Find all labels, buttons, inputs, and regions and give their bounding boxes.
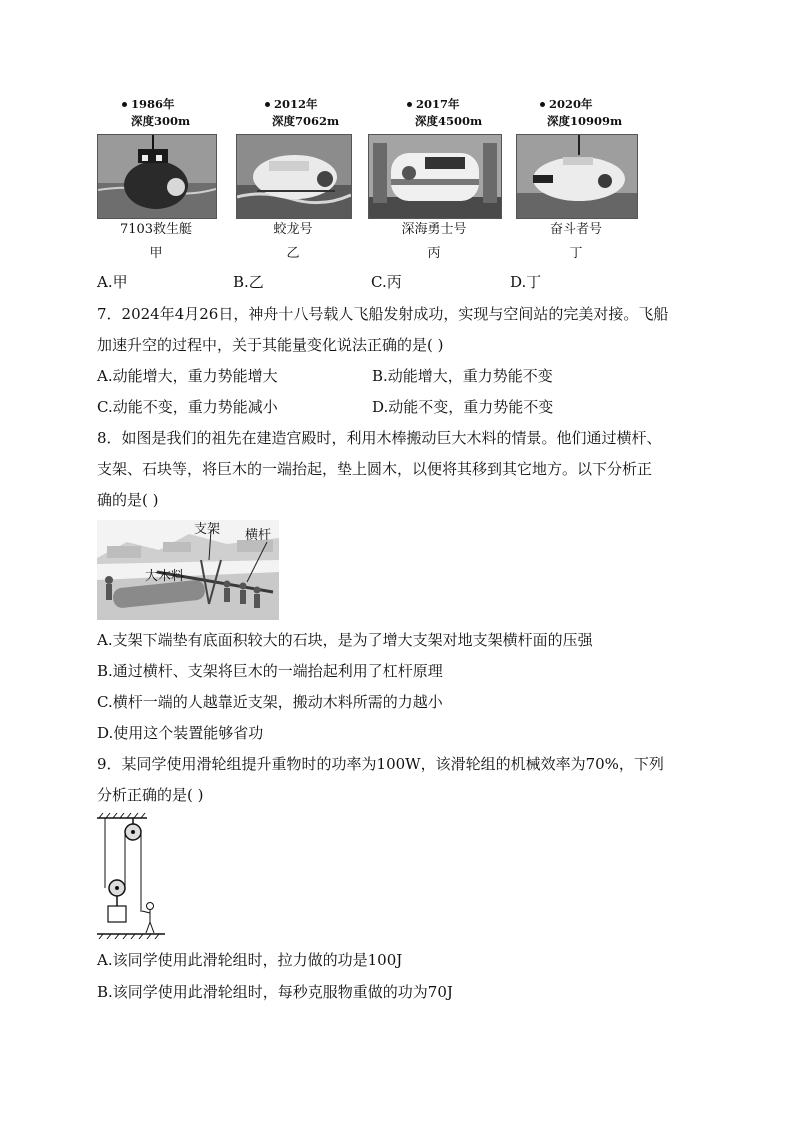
q7-option-b: B.动能增大，重力势能不变	[372, 367, 553, 385]
sub-label-1: 甲	[149, 246, 163, 261]
sub-depth-3: 深度4500m	[415, 114, 483, 128]
submersible-photo-4	[516, 134, 638, 219]
q8-option-b: B.通过横杆、支架将巨木的一端抬起利用了杠杆原理	[97, 662, 443, 680]
sub-label-4: 丁	[569, 246, 583, 261]
sub-depth-2: 深度7062m	[272, 114, 340, 128]
sub-year-4: 2020年	[540, 97, 593, 111]
sub-year-2: 2012年	[265, 97, 318, 111]
q6-option-d: D.丁	[510, 273, 542, 291]
q7-stem-line-2: 加速升空的过程中，关于其能量变化说法正确的是( )	[97, 336, 444, 354]
sub-depth-4: 深度10909m	[547, 114, 623, 128]
submersible-photo-2	[236, 134, 352, 219]
q8-option-c: C.横杆一端的人越靠近支架，搬动木料所需的力越小	[97, 693, 443, 711]
fig-label-wood: 大木料	[145, 569, 185, 584]
q7-option-a: A.动能增大，重力势能增大	[97, 367, 278, 385]
lever-scene-figure	[97, 520, 279, 620]
q7-stem-line-1: 7．2024年4月26日，神舟十八号载人飞船发射成功，实现与空间站的完美对接。飞船	[97, 305, 669, 323]
sub-label-2: 乙	[286, 246, 300, 261]
pulley-system-diagram	[97, 812, 167, 940]
q8-option-d: D.使用这个装置能够省功	[97, 724, 264, 742]
submersible-photo-1	[97, 134, 217, 219]
q8-stem-line-2: 支架、石块等，将巨木的一端抬起，垫上圆木，以便将其移到其它地方。以下分析正	[97, 460, 653, 478]
q7-option-c: C.动能不变，重力势能减小	[97, 398, 278, 416]
q9-option-b: B.该同学使用此滑轮组时，每秒克服物重做的功为70J	[97, 983, 453, 1001]
fig-label-support: 支架	[194, 522, 221, 537]
sub-year-1: 1986年	[122, 97, 175, 111]
q8-option-a: A.支架下端垫有底面积较大的石块，是为了增大支架对地支架横杆面的压强	[97, 631, 593, 649]
q9-option-a: A.该同学使用此滑轮组时，拉力做的功是100J	[97, 951, 403, 969]
q9-stem-line-1: 9．某同学使用滑轮组提升重物时的功率为100W，该滑轮组的机械效率为70%，下列	[97, 755, 664, 773]
sub-label-3: 丙	[427, 246, 441, 261]
q6-option-b: B.乙	[233, 273, 264, 291]
sub-name-4: 奋斗者号	[549, 222, 602, 237]
sub-year-3: 2017年	[407, 97, 460, 111]
fig-label-bar: 横杆	[245, 528, 272, 543]
sub-name-3: 深海勇士号	[401, 222, 467, 237]
sub-name-1: 7103救生艇	[119, 222, 193, 237]
q6-option-a: A.甲	[97, 273, 128, 291]
sub-name-2: 蛟龙号	[273, 222, 313, 237]
submersible-photo-3	[368, 134, 502, 219]
q9-stem-line-2: 分析正确的是( )	[97, 786, 204, 804]
q6-option-c: C.丙	[371, 273, 402, 291]
q8-stem-line-1: 8．如图是我们的祖先在建造宫殿时，利用木棒搬动巨大木料的情景。他们通过横杆、	[97, 429, 662, 447]
q7-option-d: D.动能不变，重力势能不变	[372, 398, 554, 416]
sub-depth-1: 深度300m	[131, 114, 191, 128]
q8-stem-line-3: 确的是( )	[97, 491, 159, 509]
